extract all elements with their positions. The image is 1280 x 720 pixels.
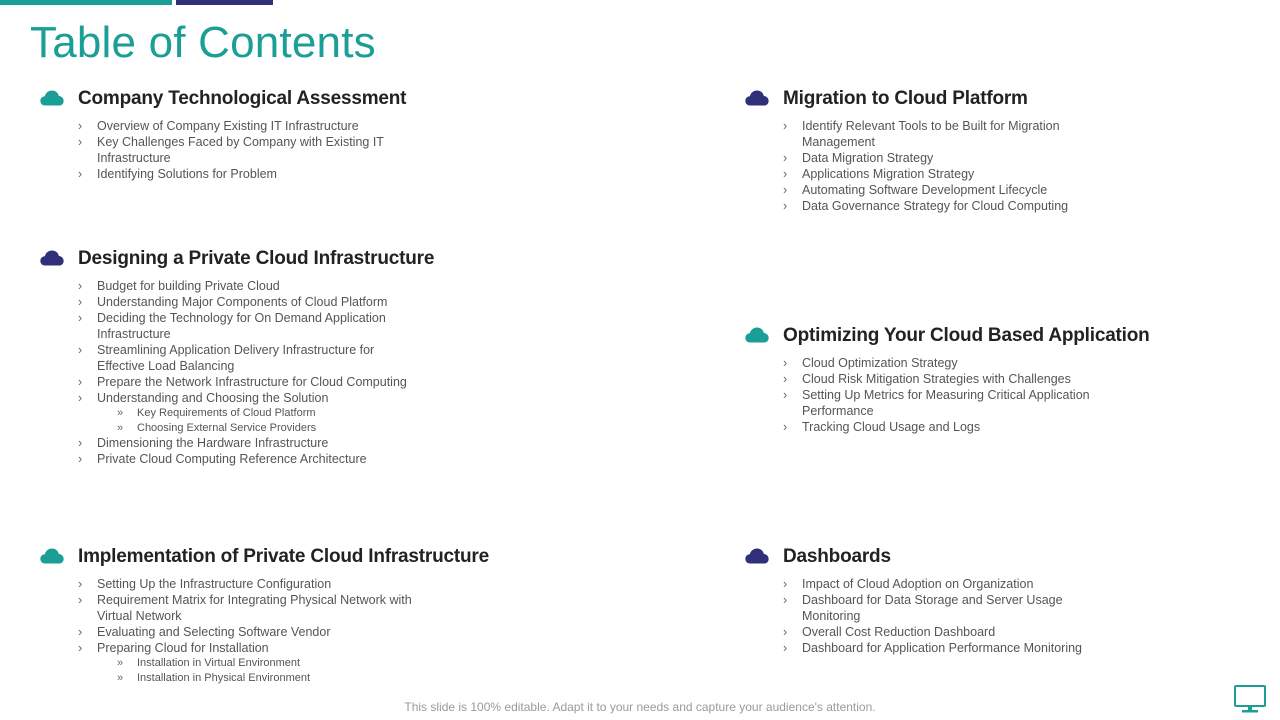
sub-list — [78, 406, 500, 435]
list-item: › Budget for building Private Cloud — [78, 278, 417, 294]
list-item: › Cloud Optimization Strategy — [783, 355, 1122, 371]
list-item: › Preparing Cloud for Installation — [78, 640, 417, 656]
list-item: › Automating Software Development Lifecycle — [783, 182, 1122, 198]
toc-section — [40, 546, 500, 685]
list-item: › Private Cloud Computing Reference Architecture — [78, 451, 417, 467]
monitor-icon — [1233, 684, 1267, 714]
list-item: › Setting Up the Infrastructure Configuration — [78, 576, 417, 592]
section-heading: Optimizing Your Cloud Based Application — [783, 325, 1150, 346]
sub-list — [78, 656, 500, 685]
list-item: › Identify Relevant Tools to be Built for Migration Management — [783, 118, 1122, 150]
list-item: › Prepare the Network Infrastructure for Cloud Computing — [78, 374, 417, 390]
section-heading: Designing a Private Cloud Infrastructure — [78, 248, 435, 269]
section-header — [40, 248, 500, 278]
list-item: › Overall Cost Reduction Dashboard — [783, 624, 1122, 640]
list-item: › Applications Migration Strategy — [783, 166, 1122, 182]
toc-section — [745, 325, 1205, 435]
section-header — [745, 546, 1205, 576]
section-header — [40, 88, 500, 118]
sub-list-item: » Choosing External Service Providers — [117, 421, 500, 436]
list-item: › Understanding Major Components of Cloud Platform — [78, 294, 417, 310]
sub-list-item: » Installation in Physical Environment — [117, 671, 500, 686]
list-item: › Requirement Matrix for Integrating Physical Network with Virtual Network — [78, 592, 417, 624]
list-item: › Deciding the Technology for On Demand Application Infrastructure — [78, 310, 417, 342]
list-item: › Impact of Cloud Adoption on Organization — [783, 576, 1122, 592]
list-item: › Overview of Company Existing IT Infrastructure — [78, 118, 417, 134]
list-item: › Dashboard for Application Performance Monitoring — [783, 640, 1122, 656]
section-header — [40, 546, 500, 576]
sub-list-item: » Installation in Virtual Environment — [117, 656, 500, 671]
toc-section — [745, 88, 1205, 214]
list-item: › Identifying Solutions for Problem — [78, 166, 417, 182]
list-item: › Key Challenges Faced by Company with Existing IT Infrastructure — [78, 134, 417, 166]
toc-section — [40, 88, 500, 182]
page-title: Table of Contents — [30, 18, 376, 67]
section-heading: Migration to Cloud Platform — [783, 88, 1028, 109]
section-list — [40, 576, 500, 685]
cloud-icon — [745, 327, 769, 343]
toc-section — [745, 546, 1205, 656]
list-item: › Tracking Cloud Usage and Logs — [783, 419, 1122, 435]
toc-section — [40, 248, 500, 467]
section-list — [745, 118, 1205, 214]
list-item: › Understanding and Choosing the Solution — [78, 390, 417, 406]
section-list — [40, 118, 500, 182]
sub-list-item: » Key Requirements of Cloud Platform — [117, 406, 500, 421]
list-item: › Dimensioning the Hardware Infrastructure — [78, 435, 417, 451]
section-list — [745, 576, 1205, 656]
section-list — [745, 355, 1205, 435]
cloud-icon — [745, 90, 769, 106]
cloud-icon — [745, 548, 769, 564]
cloud-icon — [40, 250, 64, 266]
section-header — [745, 88, 1205, 118]
list-item: › Data Governance Strategy for Cloud Computing — [783, 198, 1122, 214]
list-item: › Streamlining Application Delivery Infrastructure for Effective Load Balancing — [78, 342, 417, 374]
cloud-icon — [40, 90, 64, 106]
list-item: › Setting Up Metrics for Measuring Critical Application Performance — [783, 387, 1122, 419]
list-item: › Data Migration Strategy — [783, 150, 1122, 166]
list-item: › Evaluating and Selecting Software Vendor — [78, 624, 417, 640]
section-heading: Company Technological Assessment — [78, 88, 407, 109]
cloud-icon — [40, 548, 64, 564]
section-header — [745, 325, 1205, 355]
list-item: › Dashboard for Data Storage and Server Usage Monitoring — [783, 592, 1122, 624]
section-heading: Dashboards — [783, 546, 891, 567]
section-heading: Implementation of Private Cloud Infrastructure — [78, 546, 489, 567]
section-list — [40, 278, 500, 467]
accent-bar-navy — [176, 0, 273, 5]
footer-note: This slide is 100% editable. Adapt it to your needs and capture your audience's attention. — [404, 700, 876, 714]
accent-bar-teal — [0, 0, 172, 5]
list-item: › Cloud Risk Mitigation Strategies with Challenges — [783, 371, 1122, 387]
